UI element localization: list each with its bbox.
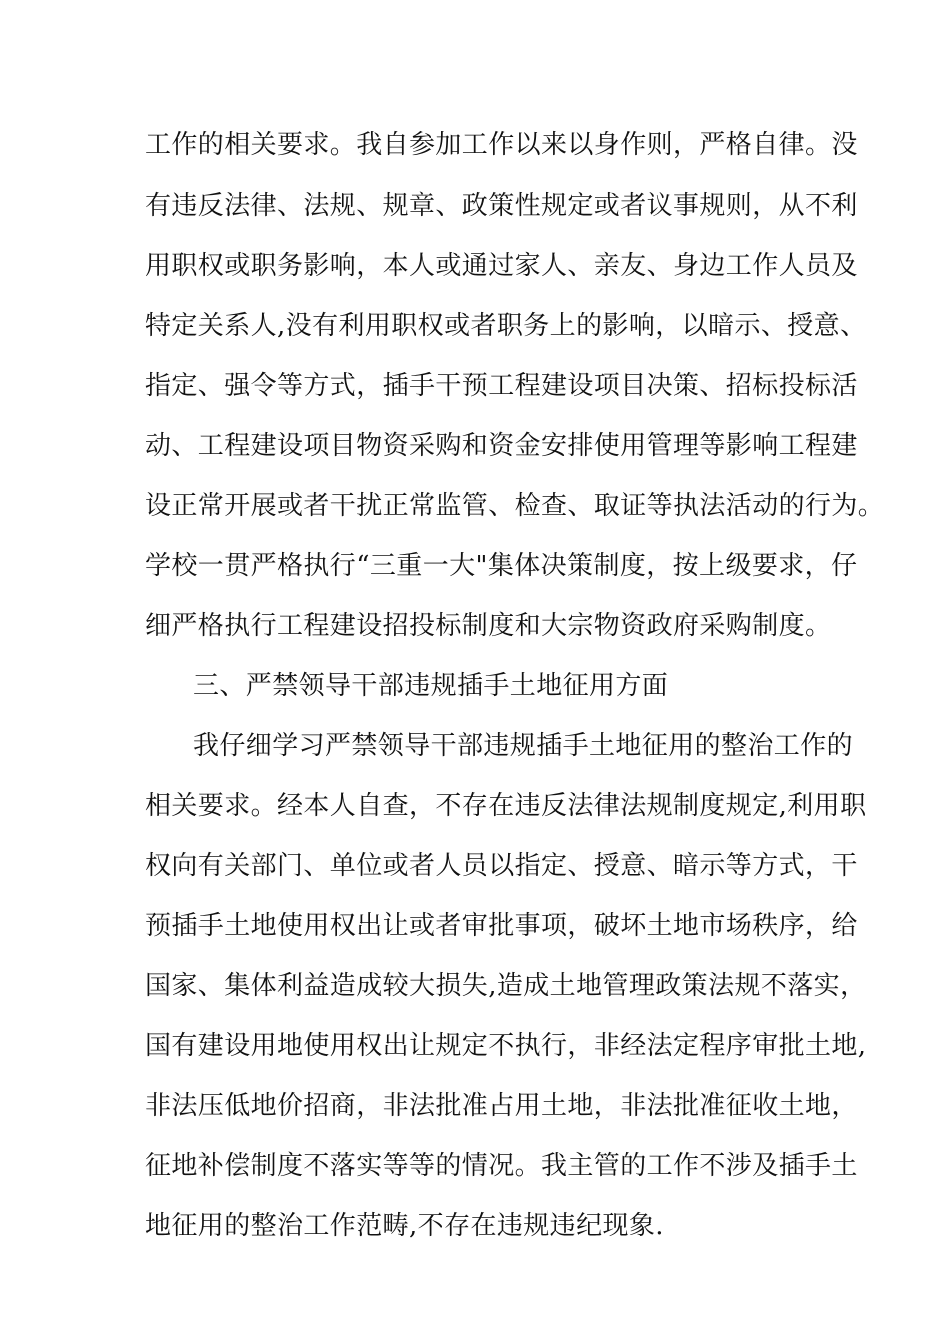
text-line: 工作的相关要求。我自参加工作以来以身作则，严格自律。没 xyxy=(145,130,858,160)
text-line: 征地补偿制度不落实等等的情况。我主管的工作不涉及插手土 xyxy=(145,1151,858,1181)
section-heading: 三、严禁领导干部违规插手土地征用方面 xyxy=(193,671,669,701)
text-line: 指定、强令等方式，插手干预工程建设项目决策、招标投标活 xyxy=(145,371,858,401)
text-line: 用职权或职务影响，本人或通过家人、亲友、身边工作人员及 xyxy=(145,251,858,281)
text-line: 预插手土地使用权出让或者审批事项，破坏土地市场秩序，给 xyxy=(145,911,858,941)
text-line: 有违反法律、法规、规章、政策性规定或者议事规则，从不利 xyxy=(145,191,858,221)
text-line: 特定关系人,没有利用职权或者职务上的影响，以暗示、授意、 xyxy=(145,311,867,341)
text-line: 国有建设用地使用权出让规定不执行，非经法定程序审批土地, xyxy=(145,1031,867,1061)
text-line: 我仔细学习严禁领导干部违规插手土地征用的整治工作的 xyxy=(193,731,854,761)
text-line: 设正常开展或者干扰正常监管、检查、取证等执法活动的行为。 xyxy=(145,491,885,521)
text-line: 相关要求。经本人自查，不存在违反法律法规制度规定,利用职 xyxy=(145,791,867,821)
text-line: 细严格执行工程建设招投标制度和大宗物资政府采购制度。 xyxy=(145,611,832,641)
text-line: 动、工程建设项目物资采购和资金安排使用管理等影响工程建 xyxy=(145,431,858,461)
text-line: 地征用的整治工作范畴,不存在违规违纪现象. xyxy=(145,1211,664,1241)
text-line: 非法压低地价招商，非法批准占用土地，非法批准征收土地， xyxy=(145,1091,858,1121)
text-line: 学校一贯严格执行“三重一大"集体决策制度，按上级要求，仔 xyxy=(145,551,858,581)
text-line: 权向有关部门、单位或者人员以指定、授意、暗示等方式，干 xyxy=(145,851,858,881)
text-line: 国家、集体利益造成较大损失,造成土地管理政策法规不落实， xyxy=(145,971,867,1001)
